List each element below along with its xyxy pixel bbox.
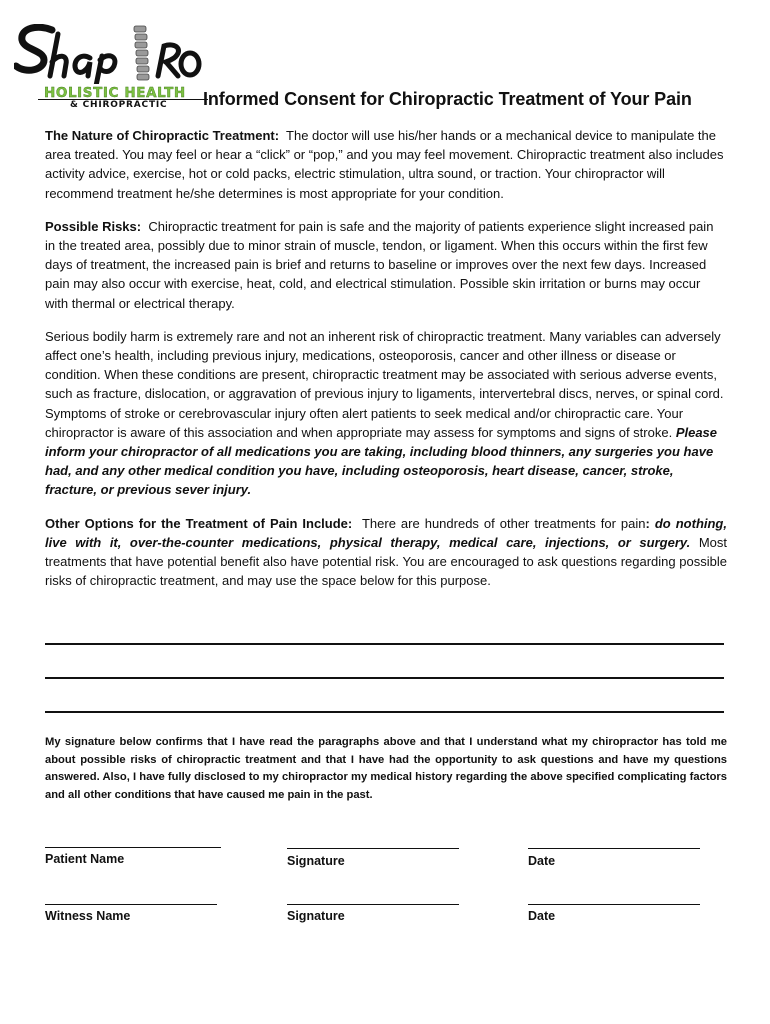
witness-name-line[interactable] xyxy=(45,904,217,905)
options-colon: : xyxy=(645,515,650,531)
nature-text: The doctor will use his/her hands or a mechanical device to manipulate the area treated. You may feel or hear a “click” or “pop,” and you may feel movement. Chiropractic treatment also includes activity advice, exercise, hot or cold packs, electric stimulation, ultra sound, or traction. Your chiropractor will recommend treatment he/she determines is most appropriate for your condition. xyxy=(45,128,724,201)
shapiro-wordmark-icon xyxy=(14,24,204,84)
options-text-before: There are hundreds of other treatments for pain xyxy=(361,515,646,531)
patient-name-line[interactable] xyxy=(45,847,221,848)
question-line-2[interactable] xyxy=(45,677,724,679)
patient-date-label: Date xyxy=(528,854,556,868)
witness-signature-label: Signature xyxy=(287,909,345,923)
witness-date-label: Date xyxy=(528,909,556,923)
patient-name-label: Patient Name xyxy=(45,852,125,866)
nature-paragraph xyxy=(45,126,727,203)
patient-signature-label: Signature xyxy=(287,854,345,868)
consent-body xyxy=(45,126,727,604)
options-emphasis: do nothing, live with it, over-the-counter medications, physical therapy, medical care, injections, or surgery. xyxy=(45,515,727,550)
question-line-1[interactable] xyxy=(45,643,724,645)
risks-paragraph xyxy=(45,217,727,313)
risks-text: Chiropractic treatment for pain is safe and the majority of patients experience slight increased pain in the treated area, possibly due to minor strain of muscle, tendon, or ligament. When this occurs within the first few days of treatment, the increased pain is brief and returns to baseline or improves over the next few days. Increased pain may also occur with exercise, heat, cold, and electrical stimulation. Possible skin irritation or burns may occur with thermal or electrical therapy. xyxy=(45,218,714,311)
witness-signature-line[interactable] xyxy=(287,904,459,905)
options-text-after: Most treatments that have potential benefit also have potential risk. You are encouraged to ask questions regarding possible risks of chiropractic treatment, and may use the space below for this purpose. xyxy=(45,534,727,589)
serious-paragraph xyxy=(45,327,727,500)
patient-signature-line[interactable] xyxy=(287,848,459,849)
logo-tagline: HOLISTIC HEALTH xyxy=(44,85,186,101)
options-paragraph xyxy=(45,514,727,591)
confirmation-statement: My signature below confirms that I have read the paragraphs above and that I understand what my chiropractor has told me about possible risks of chiropractic treatment and that I have had the opportunity to ask questions and have my questions answered. Also, I have fully disclosed to my chiropractor my medical history regarding the above specified complicating factors and all other conditions that have caused me pain in the past. xyxy=(45,736,727,801)
serious-text: Serious bodily harm is extremely rare and not an inherent risk of chiropractic treatment. Many variables can adversely affect one’s health, including previous injury, medications, osteoporosis, cancer and other illness or disease or condition. When these conditions are present, chiropractic treatment may be associated with serious adverse events, such as fracture, dislocation, or aggravation of previous injury to ligaments, intervertebral discs, nerves, or spinal cord. Symptoms of stroke or cerebrovascular injury often alert patients to seek medical and/or chiropractic care. Your chiropractor is aware of this association and when appropriate may assess for symptoms and signs of stroke. xyxy=(45,328,724,440)
document-title: Informed Consent for Chiropractic Treatment of Your Pain xyxy=(203,89,692,109)
witness-date-line[interactable] xyxy=(528,904,700,905)
question-line-3[interactable] xyxy=(45,711,724,713)
options-heading: Other Options for the Treatment of Pain Include: xyxy=(45,515,353,531)
witness-name-label: Witness Name xyxy=(45,909,131,923)
risks-heading: Possible Risks: xyxy=(45,218,142,234)
patient-date-line[interactable] xyxy=(528,848,700,849)
nature-heading: The Nature of Chiropractic Treatment: xyxy=(45,128,280,143)
logo-subtagline: & CHIROPRACTIC xyxy=(70,100,168,110)
serious-emphasis: Please inform your chiropractor of all medications you are taking, including blood thinners, any surgeries you have had, and any other medical condition you have, including osteoporosis, heart disease, cancer, stroke, fracture, or previous sever injury. xyxy=(45,424,718,498)
